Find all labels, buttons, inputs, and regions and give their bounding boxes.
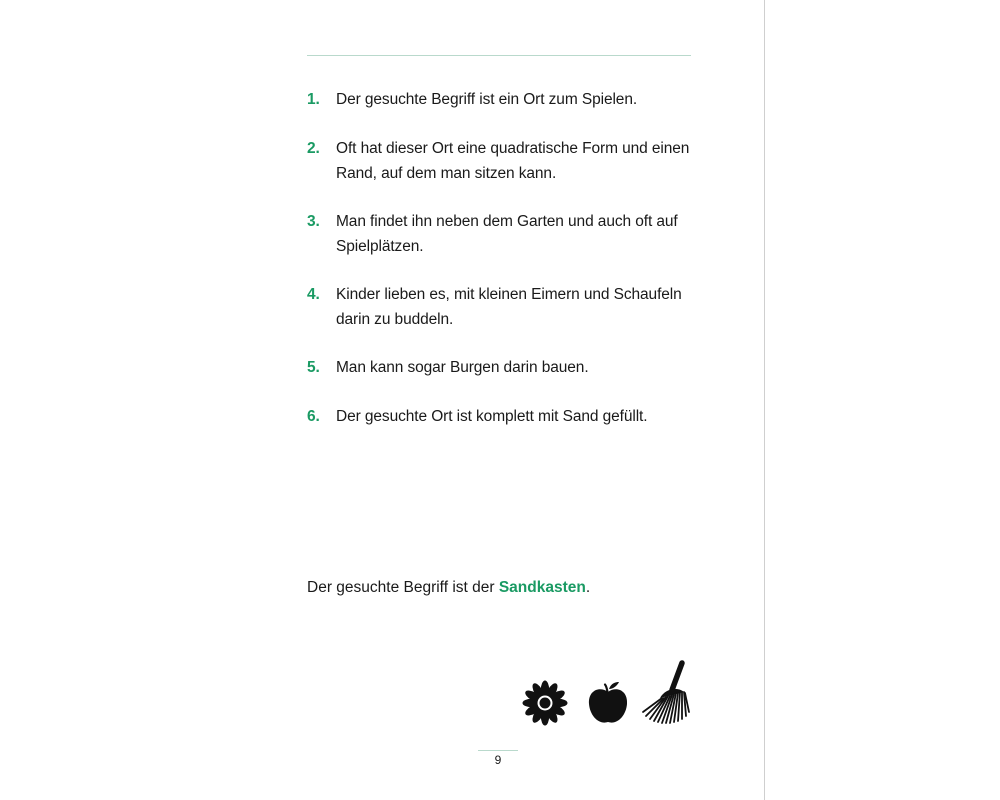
answer-word: Sandkasten xyxy=(498,579,586,596)
answer-suffix: . xyxy=(585,579,591,596)
clue-text: Der gesuchte Begriff ist ein Ort zum Spielen. xyxy=(336,91,638,108)
page-divider xyxy=(764,0,765,800)
rake-icon xyxy=(643,663,689,723)
icon-row xyxy=(520,658,695,730)
answer-prefix: Der gesuchte Begriff ist der xyxy=(307,579,499,596)
clue-text: Der gesuchte Ort ist komplett mit Sand gefüllt. xyxy=(336,408,648,425)
apple-icon xyxy=(589,682,627,723)
top-rule xyxy=(307,55,691,56)
flower-icon xyxy=(523,681,568,726)
clue-number: 1. xyxy=(307,91,320,108)
footer-rule xyxy=(478,750,518,751)
clue-text: Man kann sogar Burgen darin bauen. xyxy=(336,359,589,376)
clue-number: 5. xyxy=(307,359,320,376)
clue-number: 3. xyxy=(307,213,320,230)
clue-text: Oft hat dieser Ort eine quadratische Form und einen Rand, auf dem man sitzen kann. xyxy=(336,140,690,182)
clue-number: 2. xyxy=(307,140,320,157)
page-number: 9 xyxy=(494,753,502,767)
clue-number: 4. xyxy=(307,286,320,303)
clue-text: Man findet ihn neben dem Garten und auch oft auf Spielplätzen. xyxy=(336,213,678,255)
clue-number: 6. xyxy=(307,408,320,425)
answer-sentence xyxy=(307,576,590,600)
clue-text: Kinder lieben es, mit kleinen Eimern und Schaufeln darin zu buddeln. xyxy=(336,286,682,328)
